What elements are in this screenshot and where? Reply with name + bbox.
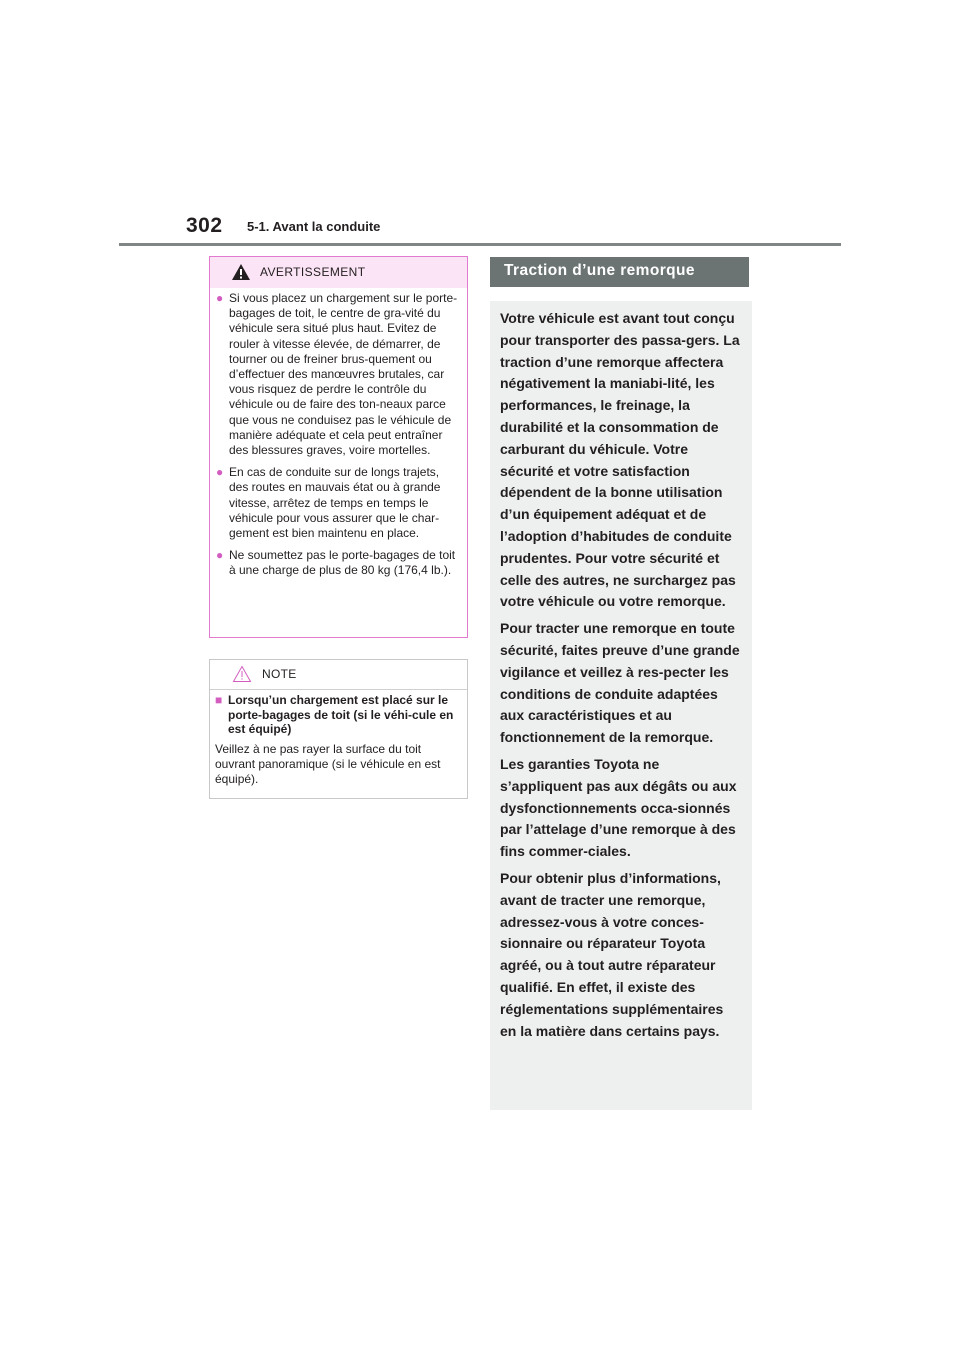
towing-paragraph: Pour obtenir plus d’informations, avant de tracter une remorque, adressez-vous à votre conces-sionnaire ou réparateur Toyota agréé, ou à tout autre réparateur qualifié. En effet, il existe des réglementations supplémentaires en la matière dans certains pays. bbox=[500, 869, 724, 1039]
towing-panel bbox=[490, 301, 752, 1110]
warning-item bbox=[216, 548, 461, 578]
note-text: Veillez à ne pas rayer la surface du toit ouvrant panoramique (si le véhicule en est équipé). bbox=[215, 741, 441, 786]
towing-paragraph: Les garanties Toyota ne s’appliquent pas aux dégâts ou aux dysfonctionnements occa-sionnés par l’attelage d’une remorque à des fins commer-ciales. bbox=[500, 755, 737, 860]
square-bullet-icon: ■ bbox=[215, 693, 223, 707]
note-body bbox=[210, 690, 467, 787]
warning-triangle-icon bbox=[231, 263, 251, 281]
bullet-icon: ● bbox=[216, 291, 224, 305]
warning-body bbox=[210, 288, 467, 579]
page-number: 302 bbox=[186, 214, 223, 237]
warning-item bbox=[216, 291, 461, 458]
note-heading-row bbox=[215, 693, 462, 737]
note-heading: Lorsqu’un chargement est placé sur le porte-bagages de toit (si le véhi-cule en est équipé) bbox=[228, 693, 454, 736]
warning-item-text: Ne soumettez pas le porte-bagages de toit à une charge de plus de 80 kg (176,4 lb.). bbox=[229, 548, 456, 578]
caution-triangle-icon bbox=[232, 665, 252, 683]
towing-paragraph: Pour tracter une remorque en toute sécurité, faites preuve d’une grande vigilance et veillez à res-pecter les conditions de conduite adaptées aux caractéristiques et au fonctionnement de la remorque. bbox=[500, 620, 740, 746]
towing-title: Traction d’une remorque bbox=[490, 257, 749, 287]
section-title: 5-1. Avant la conduite bbox=[247, 219, 381, 234]
warning-item bbox=[216, 465, 461, 541]
bullet-icon: ● bbox=[216, 465, 224, 480]
warning-item-text: En cas de conduite sur de longs trajets, des routes en mauvais état ou à grande vitesse, arrêtez de temps en temps le véhicule pour vous assurer que le char-gement est bien maintenu en place. bbox=[229, 465, 441, 541]
towing-paragraph: Votre véhicule est avant tout conçu pour transporter des passa-gers. La traction d’une remorque affectera négativement la maniabi-lité, les performances, le freinage, la durabilité et la consommation de carburant du véhicule. Votre sécurité et votre satisfaction dépendent de la bonne utilisation d’un équipement adéquat et de l’adoption d’habitudes de conduite prudentes. Pour votre sécurité et celle des autres, ne surchargez pas votre véhicule ou votre remorque. bbox=[500, 310, 740, 610]
header-divider bbox=[119, 243, 841, 246]
warning-title: AVERTISSEMENT bbox=[260, 265, 366, 279]
note-title: NOTE bbox=[262, 667, 297, 681]
warning-header bbox=[210, 257, 467, 288]
warning-box bbox=[209, 256, 468, 638]
bullet-icon: ● bbox=[216, 548, 224, 563]
note-box bbox=[209, 659, 468, 799]
note-header bbox=[210, 660, 467, 690]
warning-item-text: Si vous placez un chargement sur le porte-bagages de toit, le centre de gra-vité du véhicule sera situé plus haut. Evitez de rouler à vitesse élevée, de démarrer, de tourner ou de freiner brus-quement ou d’effectuer des manœuvres brutales, car vous risquez de perdre le contrôle du véhicule ou de faire des ton-neaux parce que vous ne conduisez pas le véhicule de manière adéquate et cela peut entraîner des blessures graves, voire mortelles. bbox=[229, 291, 458, 458]
